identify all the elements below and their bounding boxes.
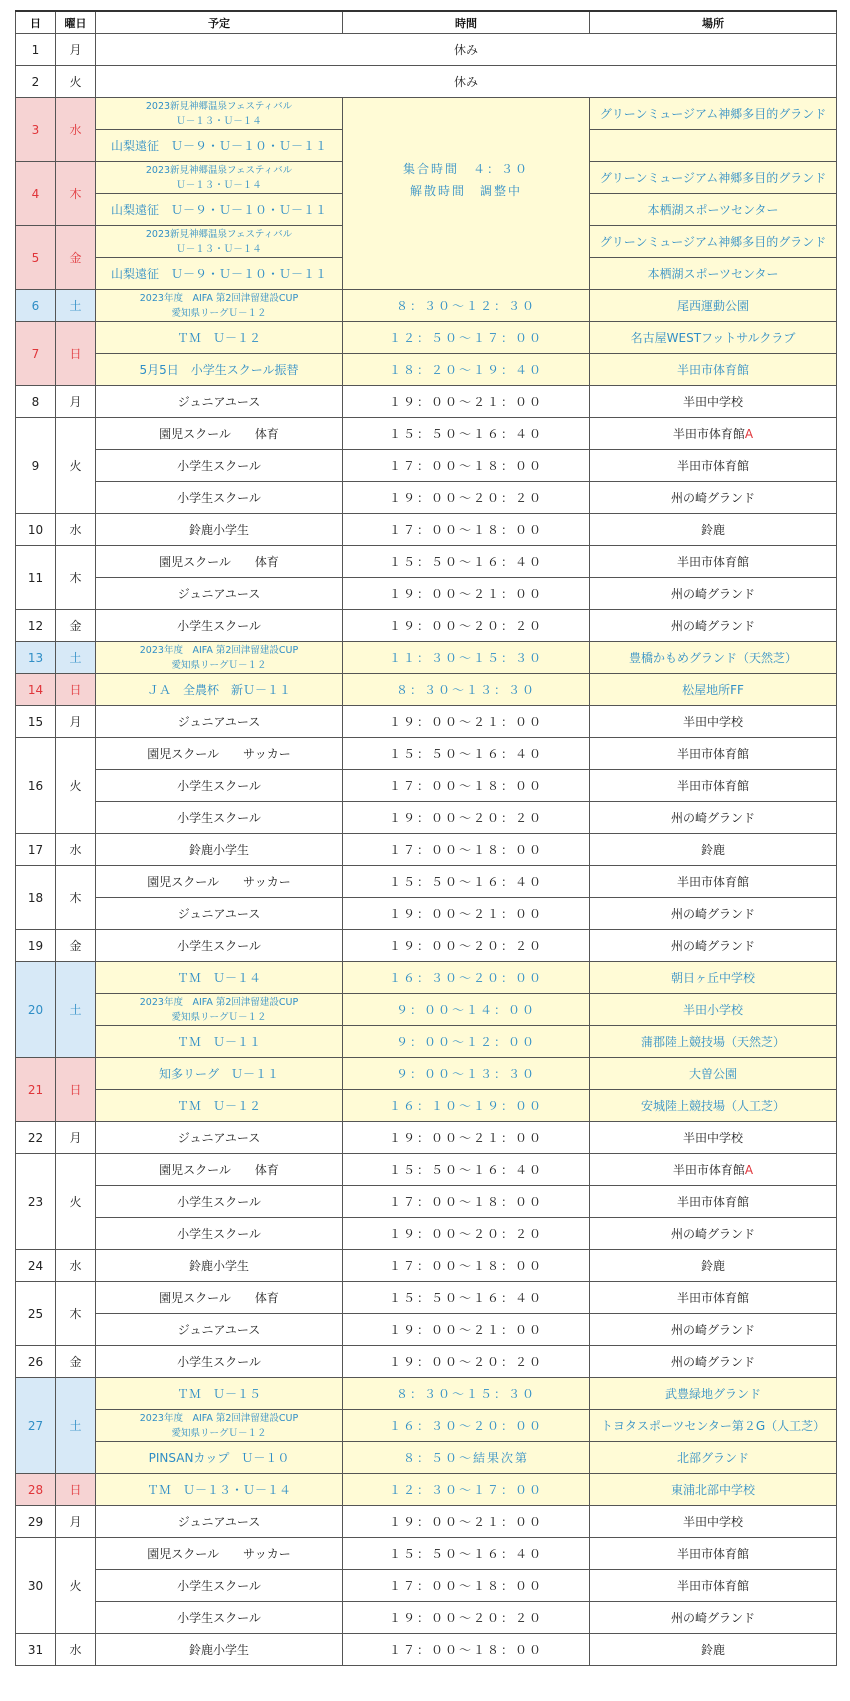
weekday-cell: 月	[56, 1122, 96, 1154]
schedule-row	[16, 514, 837, 546]
day-cell: 6	[16, 290, 56, 322]
day-cell: 7	[16, 322, 56, 386]
place-cell: 半田市体育館	[590, 1186, 837, 1218]
schedule-row	[16, 1250, 837, 1282]
weekday-cell: 木	[56, 1282, 96, 1346]
schedule-row	[16, 546, 837, 578]
schedule-row	[16, 1474, 837, 1506]
event-cell: ジュニアユース	[96, 578, 343, 610]
event-cell: 園児スクール 体育	[96, 546, 343, 578]
schedule-row	[16, 386, 837, 418]
place-cell: 半田市体育館	[590, 354, 837, 386]
schedule-row	[16, 322, 837, 354]
event-cell: 鈴鹿小学生	[96, 1634, 343, 1666]
holiday-cell: 休み	[96, 34, 837, 66]
place-cell: 朝日ヶ丘中学校	[590, 962, 837, 994]
time-cell: １７：００～１８：００	[343, 1186, 590, 1218]
weekday-cell: 月	[56, 386, 96, 418]
weekday-cell: 水	[56, 1250, 96, 1282]
place-cell: 鈴鹿	[590, 514, 837, 546]
event-cell: 2023新見神郷温泉フェスティバル Ｕ－１３・Ｕ－１４	[96, 98, 343, 130]
place-cell: 東浦北部中学校	[590, 1474, 837, 1506]
time-cell: １９：００～２１：００	[343, 898, 590, 930]
day-cell: 16	[16, 738, 56, 834]
schedule-row	[16, 834, 837, 866]
schedule-row	[16, 290, 837, 322]
weekday-cell: 火	[56, 1538, 96, 1634]
schedule-row	[16, 1314, 837, 1346]
place-cell: 鈴鹿	[590, 1250, 837, 1282]
time-cell: ９：００～１４：００	[343, 994, 590, 1026]
time-cell: １９：００～２１：００	[343, 1506, 590, 1538]
place-cell: 州の崎グランド	[590, 1346, 837, 1378]
schedule-row	[16, 770, 837, 802]
schedule-row	[16, 866, 837, 898]
day-cell: 24	[16, 1250, 56, 1282]
event-cell: 園児スクール 体育	[96, 1282, 343, 1314]
weekday-cell: 水	[56, 514, 96, 546]
place-cell: 半田市体育館	[590, 1570, 837, 1602]
weekday-cell: 月	[56, 1506, 96, 1538]
event-cell: ジュニアユース	[96, 386, 343, 418]
place-cell: 半田市体育館	[590, 450, 837, 482]
event-cell: 園児スクール 体育	[96, 418, 343, 450]
day-cell: 11	[16, 546, 56, 610]
event-cell: 小学生スクール	[96, 450, 343, 482]
time-cell: ８：３０～１３：３０	[343, 674, 590, 706]
time-cell: ８：３０～１５：３０	[343, 1378, 590, 1410]
time-cell: １５：５０～１６：４０	[343, 866, 590, 898]
day-cell: 31	[16, 1634, 56, 1666]
day-cell: 8	[16, 386, 56, 418]
weekday-cell: 金	[56, 226, 96, 290]
place-cell: 半田市体育館	[590, 546, 837, 578]
weekday-cell: 木	[56, 162, 96, 226]
schedule-row	[16, 674, 837, 706]
place-cell: 豊橋かもめグランド（天然芝）	[590, 642, 837, 674]
day-cell: 27	[16, 1378, 56, 1474]
event-cell: ジュニアユース	[96, 706, 343, 738]
day-cell: 19	[16, 930, 56, 962]
schedule-row	[16, 1538, 837, 1570]
time-cell: １６：３０～２０：００	[343, 1410, 590, 1442]
event-cell: 小学生スクール	[96, 1602, 343, 1634]
place-cell: 大曽公園	[590, 1058, 837, 1090]
event-cell: 園児スクール サッカー	[96, 1538, 343, 1570]
event-cell: 小学生スクール	[96, 1218, 343, 1250]
schedule-row	[16, 354, 837, 386]
day-cell: 23	[16, 1154, 56, 1250]
place-cell: 半田中学校	[590, 1122, 837, 1154]
schedule-body	[16, 34, 837, 1666]
time-cell: １９：００～２１：００	[343, 1122, 590, 1154]
weekday-cell: 木	[56, 546, 96, 610]
place-cell: 半田中学校	[590, 386, 837, 418]
day-cell: 17	[16, 834, 56, 866]
schedule-row	[16, 962, 837, 994]
day-cell: 28	[16, 1474, 56, 1506]
place-cell: 州の崎グランド	[590, 898, 837, 930]
event-cell: 小学生スクール	[96, 610, 343, 642]
header-weekday: 曜日	[56, 11, 96, 34]
place-cell: 武豊緑地グランド	[590, 1378, 837, 1410]
schedule-row	[16, 1570, 837, 1602]
event-cell: 小学生スクール	[96, 1570, 343, 1602]
time-cell: １９：００～２０：２０	[343, 482, 590, 514]
schedule-row	[16, 1346, 837, 1378]
day-cell: 9	[16, 418, 56, 514]
event-cell: ＴＭ Ｕ－１４	[96, 962, 343, 994]
schedule-row	[16, 34, 837, 66]
event-cell: 小学生スクール	[96, 770, 343, 802]
event-cell: 小学生スクール	[96, 1346, 343, 1378]
schedule-row	[16, 66, 837, 98]
day-cell: 26	[16, 1346, 56, 1378]
day-cell: 20	[16, 962, 56, 1058]
schedule-row	[16, 1602, 837, 1634]
schedule-row	[16, 450, 837, 482]
day-cell: 30	[16, 1538, 56, 1634]
event-cell: 2023年度 AIFA 第2回津留建設CUP 愛知県リーグＵ－１２	[96, 1410, 343, 1442]
schedule-row	[16, 1442, 837, 1474]
schedule-row	[16, 1410, 837, 1442]
weekday-cell: 木	[56, 866, 96, 930]
day-cell: 5	[16, 226, 56, 290]
time-cell: ９：００～１３：３０	[343, 1058, 590, 1090]
time-cell: １９：００～２１：００	[343, 1314, 590, 1346]
time-cell: １９：００～２０：２０	[343, 1218, 590, 1250]
day-cell: 14	[16, 674, 56, 706]
event-cell: 園児スクール 体育	[96, 1154, 343, 1186]
event-cell: 2023年度 AIFA 第2回津留建設CUP 愛知県リーグＵ－１２	[96, 290, 343, 322]
time-cell: ８：５０～結果次第	[343, 1442, 590, 1474]
place-cell: 半田市体育館A	[590, 418, 837, 450]
time-cell: １７：００～１８：００	[343, 1250, 590, 1282]
schedule-row	[16, 706, 837, 738]
time-cell: １１：３０～１５：３０	[343, 642, 590, 674]
time-cell: １６：３０～２０：００	[343, 962, 590, 994]
weekday-cell: 火	[56, 738, 96, 834]
weekday-cell: 日	[56, 322, 96, 386]
event-cell: ＴＭ Ｕ－１５	[96, 1378, 343, 1410]
weekday-cell: 土	[56, 1378, 96, 1474]
event-cell: 園児スクール サッカー	[96, 738, 343, 770]
schedule-row	[16, 1218, 837, 1250]
day-cell: 21	[16, 1058, 56, 1122]
place-suffix: A	[744, 427, 754, 441]
place-cell: グリーンミュージアム神郷多目的グランド	[590, 98, 837, 130]
schedule-row	[16, 1122, 837, 1154]
schedule-row	[16, 418, 837, 450]
day-cell: 18	[16, 866, 56, 930]
event-cell: 鈴鹿小学生	[96, 834, 343, 866]
schedule-row	[16, 738, 837, 770]
schedule-row	[16, 1154, 837, 1186]
header-place: 場所	[590, 11, 837, 34]
place-cell: 北部グランド	[590, 1442, 837, 1474]
event-cell: 園児スクール サッカー	[96, 866, 343, 898]
time-cell: １５：５０～１６：４０	[343, 418, 590, 450]
place-cell: 鈴鹿	[590, 834, 837, 866]
place-cell: 尾西運動公園	[590, 290, 837, 322]
event-cell: ＴＭ Ｕ－１２	[96, 1090, 343, 1122]
event-cell: 小学生スクール	[96, 930, 343, 962]
day-cell: 4	[16, 162, 56, 226]
place-cell: 州の崎グランド	[590, 482, 837, 514]
event-cell: ジュニアユース	[96, 898, 343, 930]
time-cell: １５：５０～１６：４０	[343, 1282, 590, 1314]
schedule-row	[16, 1282, 837, 1314]
event-cell: 2023年度 AIFA 第2回津留建設CUP 愛知県リーグＵ－１２	[96, 994, 343, 1026]
place-cell: 半田市体育館	[590, 738, 837, 770]
time-cell: １７：００～１８：００	[343, 1634, 590, 1666]
place-cell: 半田市体育館	[590, 770, 837, 802]
event-cell: 5月5日 小学生スクール振替	[96, 354, 343, 386]
time-cell: １５：５０～１６：４０	[343, 1154, 590, 1186]
weekday-cell: 日	[56, 1474, 96, 1506]
place-cell: 本栖湖スポーツセンター	[590, 258, 837, 290]
header-time: 時間	[343, 11, 590, 34]
schedule-row	[16, 1378, 837, 1410]
place-cell: 半田中学校	[590, 706, 837, 738]
place-cell: 鈴鹿	[590, 1634, 837, 1666]
event-cell: ジュニアユース	[96, 1506, 343, 1538]
event-cell: 山梨遠征 Ｕ－９・Ｕ－１０・Ｕ－１１	[96, 130, 343, 162]
day-cell: 15	[16, 706, 56, 738]
event-cell: ジュニアユース	[96, 1314, 343, 1346]
time-cell: １７：００～１８：００	[343, 514, 590, 546]
place-cell: 松屋地所FF	[590, 674, 837, 706]
day-cell: 2	[16, 66, 56, 98]
time-cell: １２：５０～１７：００	[343, 322, 590, 354]
time-cell: １２：３０～１７：００	[343, 1474, 590, 1506]
event-cell: 鈴鹿小学生	[96, 514, 343, 546]
event-cell: 小学生スクール	[96, 1186, 343, 1218]
schedule-row	[16, 610, 837, 642]
place-cell: 州の崎グランド	[590, 610, 837, 642]
day-cell: 10	[16, 514, 56, 546]
schedule-row	[16, 1026, 837, 1058]
weekday-cell: 火	[56, 418, 96, 514]
time-cell: １８：２０～１９：４０	[343, 354, 590, 386]
header-event: 予定	[96, 11, 343, 34]
event-cell: 2023新見神郷温泉フェスティバル Ｕ－１３・Ｕ－１４	[96, 226, 343, 258]
place-cell: 名古屋WESTフットサルクラブ	[590, 322, 837, 354]
schedule-row	[16, 642, 837, 674]
time-cell: １６：１０～１９：００	[343, 1090, 590, 1122]
time-cell: １９：００～２０：２０	[343, 1602, 590, 1634]
weekday-cell: 水	[56, 834, 96, 866]
event-cell: ＪＡ 全農杯 新Ｕ－１１	[96, 674, 343, 706]
day-cell: 22	[16, 1122, 56, 1154]
schedule-table	[15, 10, 837, 1666]
place-cell: グリーンミュージアム神郷多目的グランド	[590, 226, 837, 258]
event-cell: ＴＭ Ｕ－１１	[96, 1026, 343, 1058]
time-cell: ９：００～１２：００	[343, 1026, 590, 1058]
time-cell: １５：５０～１６：４０	[343, 1538, 590, 1570]
day-cell: 3	[16, 98, 56, 162]
weekday-cell: 金	[56, 1346, 96, 1378]
weekday-cell: 日	[56, 1058, 96, 1122]
place-cell: 州の崎グランド	[590, 1602, 837, 1634]
place-cell: 州の崎グランド	[590, 1218, 837, 1250]
event-cell: 山梨遠征 Ｕ－９・Ｕ－１０・Ｕ－１１	[96, 258, 343, 290]
place-cell: 州の崎グランド	[590, 802, 837, 834]
header-row	[16, 11, 837, 34]
place-cell: 半田中学校	[590, 1506, 837, 1538]
place-cell: トヨタスポーツセンター第２G（人工芝）	[590, 1410, 837, 1442]
place-cell: 半田市体育館	[590, 1282, 837, 1314]
place-cell: 州の崎グランド	[590, 578, 837, 610]
place-cell: 州の崎グランド	[590, 1314, 837, 1346]
weekday-cell: 金	[56, 610, 96, 642]
event-cell: ＴＭ Ｕ－１３・Ｕ－１４	[96, 1474, 343, 1506]
place-cell: 半田市体育館	[590, 866, 837, 898]
weekday-cell: 水	[56, 98, 96, 162]
time-cell: １９：００～２１：００	[343, 386, 590, 418]
day-cell: 29	[16, 1506, 56, 1538]
event-cell: ＴＭ Ｕ－１２	[96, 322, 343, 354]
event-cell: 山梨遠征 Ｕ－９・Ｕ－１０・Ｕ－１１	[96, 194, 343, 226]
time-cell: １７：００～１８：００	[343, 450, 590, 482]
time-cell: １９：００～２０：２０	[343, 1346, 590, 1378]
weekday-cell: 日	[56, 674, 96, 706]
event-cell: 鈴鹿小学生	[96, 1250, 343, 1282]
place-cell: 半田小学校	[590, 994, 837, 1026]
event-cell: 2023年度 AIFA 第2回津留建設CUP 愛知県リーグＵ－１２	[96, 642, 343, 674]
time-cell: １７：００～１８：００	[343, 1570, 590, 1602]
day-cell: 1	[16, 34, 56, 66]
schedule-row	[16, 98, 837, 130]
place-suffix: A	[744, 1163, 754, 1177]
weekday-cell: 土	[56, 290, 96, 322]
weekday-cell: 土	[56, 962, 96, 1058]
time-cell: ８：３０～１２：３０	[343, 290, 590, 322]
weekday-cell: 金	[56, 930, 96, 962]
schedule-row	[16, 1186, 837, 1218]
place-cell: 蒲郡陸上競技場（天然芝）	[590, 1026, 837, 1058]
place-cell: 州の崎グランド	[590, 930, 837, 962]
event-cell: 小学生スクール	[96, 482, 343, 514]
schedule-row	[16, 1506, 837, 1538]
weekday-cell: 月	[56, 706, 96, 738]
day-cell: 25	[16, 1282, 56, 1346]
schedule-row	[16, 1058, 837, 1090]
weekday-cell: 火	[56, 66, 96, 98]
time-cell: １９：００～２０：２０	[343, 802, 590, 834]
place-cell: 半田市体育館A	[590, 1154, 837, 1186]
day-cell: 13	[16, 642, 56, 674]
place-cell: 本栖湖スポーツセンター	[590, 194, 837, 226]
place-cell: 半田市体育館	[590, 1538, 837, 1570]
event-cell: 知多リーグ Ｕ－１１	[96, 1058, 343, 1090]
event-cell: 小学生スクール	[96, 802, 343, 834]
schedule-row	[16, 930, 837, 962]
day-cell: 12	[16, 610, 56, 642]
holiday-cell: 休み	[96, 66, 837, 98]
schedule-row	[16, 1634, 837, 1666]
time-cell: １７：００～１８：００	[343, 770, 590, 802]
event-cell: 2023新見神郷温泉フェスティバル Ｕ－１３・Ｕ－１４	[96, 162, 343, 194]
event-cell: PINSANカップ Ｕ－１０	[96, 1442, 343, 1474]
time-cell	[590, 130, 837, 162]
time-cell: １５：５０～１６：４０	[343, 738, 590, 770]
weekday-cell: 水	[56, 1634, 96, 1666]
time-cell: １９：００～２０：２０	[343, 930, 590, 962]
schedule-row	[16, 802, 837, 834]
schedule-row	[16, 578, 837, 610]
time-cell: １９：００～２１：００	[343, 578, 590, 610]
weekday-cell: 土	[56, 642, 96, 674]
time-cell: 集合時間 ４：３０ 解散時間 調整中	[343, 98, 590, 290]
schedule-row	[16, 898, 837, 930]
place-cell: 安城陸上競技場（人工芝）	[590, 1090, 837, 1122]
time-cell: １９：００～２０：２０	[343, 610, 590, 642]
schedule-row	[16, 482, 837, 514]
time-cell: １５：５０～１６：４０	[343, 546, 590, 578]
place-cell: グリーンミュージアム神郷多目的グランド	[590, 162, 837, 194]
weekday-cell: 火	[56, 1154, 96, 1250]
time-cell: １７：００～１８：００	[343, 834, 590, 866]
time-cell: １９：００～２１：００	[343, 706, 590, 738]
event-cell: ジュニアユース	[96, 1122, 343, 1154]
header-day: 日	[16, 11, 56, 34]
schedule-row	[16, 994, 837, 1026]
schedule-row	[16, 1090, 837, 1122]
weekday-cell: 月	[56, 34, 96, 66]
